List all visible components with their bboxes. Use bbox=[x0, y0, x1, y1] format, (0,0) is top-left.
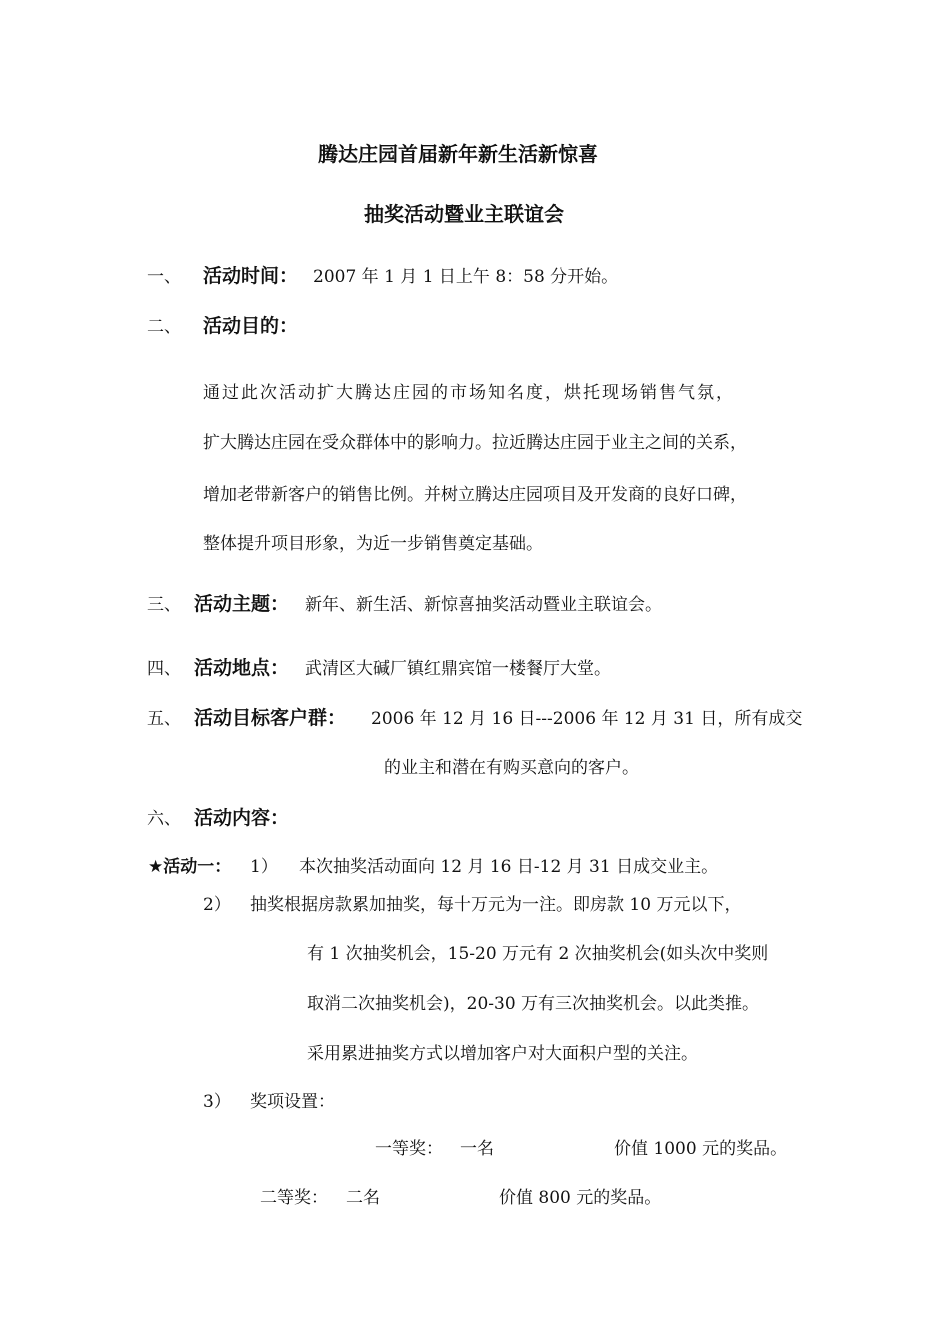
activity-1-item-3-number: 3） bbox=[203, 1092, 231, 1112]
section-2-para-line: 增加老带新客户的销售比例。并树立腾达庄园项目及开发商的良好口碑， bbox=[203, 485, 747, 505]
section-2-para-line: 通过此次活动扩大腾达庄园的市场知名度，烘托现场销售气氛， bbox=[203, 383, 735, 403]
activity-1-item-3-text: 奖项设置： bbox=[250, 1092, 335, 1112]
doc-title-line1: 腾达庄园首届新年新生活新惊喜 bbox=[318, 142, 598, 166]
section-6-number: 六、 bbox=[147, 809, 181, 829]
section-2-para-line: 整体提升项目形象，为近一步销售奠定基础。 bbox=[203, 534, 543, 554]
section-5-number: 五、 bbox=[147, 709, 181, 729]
section-4-heading: 活动地点： bbox=[194, 657, 290, 679]
section-3-heading: 活动主题： bbox=[194, 593, 290, 615]
activity-1-item-2-line: 抽奖根据房款累加抽奖，每十万元为一注。即房款 10 万元以下， bbox=[250, 895, 742, 915]
section-6-heading: 活动内容： bbox=[194, 807, 290, 829]
prize-count: 一名 bbox=[460, 1139, 494, 1159]
doc-title-line2: 抽奖活动暨业主联谊会 bbox=[364, 202, 564, 226]
activity-1-item-1-text: 本次抽奖活动面向 12 月 16 日-12 月 31 日成交业主。 bbox=[299, 857, 719, 877]
activity-1-item-1-number: 1） bbox=[250, 857, 278, 877]
section-1-text: 2007 年 1 月 1 日上午 8：58 分开始。 bbox=[313, 267, 619, 287]
activity-1-item-2-line: 取消二次抽奖机会)，20-30 万有三次抽奖机会。以此类推。 bbox=[307, 994, 760, 1014]
section-1-number: 一、 bbox=[147, 267, 181, 287]
section-5-text-cont: 的业主和潜在有购买意向的客户。 bbox=[384, 758, 639, 778]
section-4-number: 四、 bbox=[147, 659, 181, 679]
prize-level: 二等奖： bbox=[260, 1188, 328, 1208]
prize-count: 二名 bbox=[346, 1188, 380, 1208]
prize-value: 价值 1000 元的奖品。 bbox=[614, 1139, 788, 1159]
section-2-heading: 活动目的： bbox=[203, 315, 299, 337]
activity-1-item-2-line: 有 1 次抽奖机会，15-20 万元有 2 次抽奖机会(如头次中奖则 bbox=[307, 944, 769, 964]
section-2-number: 二、 bbox=[147, 317, 181, 337]
section-1-heading: 活动时间： bbox=[203, 265, 299, 287]
section-5-heading: 活动目标客户群： bbox=[194, 707, 347, 729]
activity-1-item-2-line: 采用累进抽奖方式以增加客户对大面积户型的关注。 bbox=[307, 1044, 698, 1064]
section-2-para-line: 扩大腾达庄园在受众群体中的影响力。拉近腾达庄园于业主之间的关系， bbox=[203, 433, 747, 453]
section-3-number: 三、 bbox=[147, 595, 181, 615]
activity-1-label: ★活动一： bbox=[148, 857, 232, 877]
prize-value: 价值 800 元的奖品。 bbox=[499, 1188, 662, 1208]
section-5-text: 2006 年 12 月 16 日---2006 年 12 月 31 日，所有成交 bbox=[371, 709, 803, 729]
activity-1-item-2-number: 2） bbox=[203, 895, 231, 915]
section-3-text: 新年、新生活、新惊喜抽奖活动暨业主联谊会。 bbox=[305, 595, 662, 615]
section-4-text: 武清区大碱厂镇红鼎宾馆一楼餐厅大堂。 bbox=[305, 659, 611, 679]
prize-level: 一等奖： bbox=[375, 1139, 443, 1159]
